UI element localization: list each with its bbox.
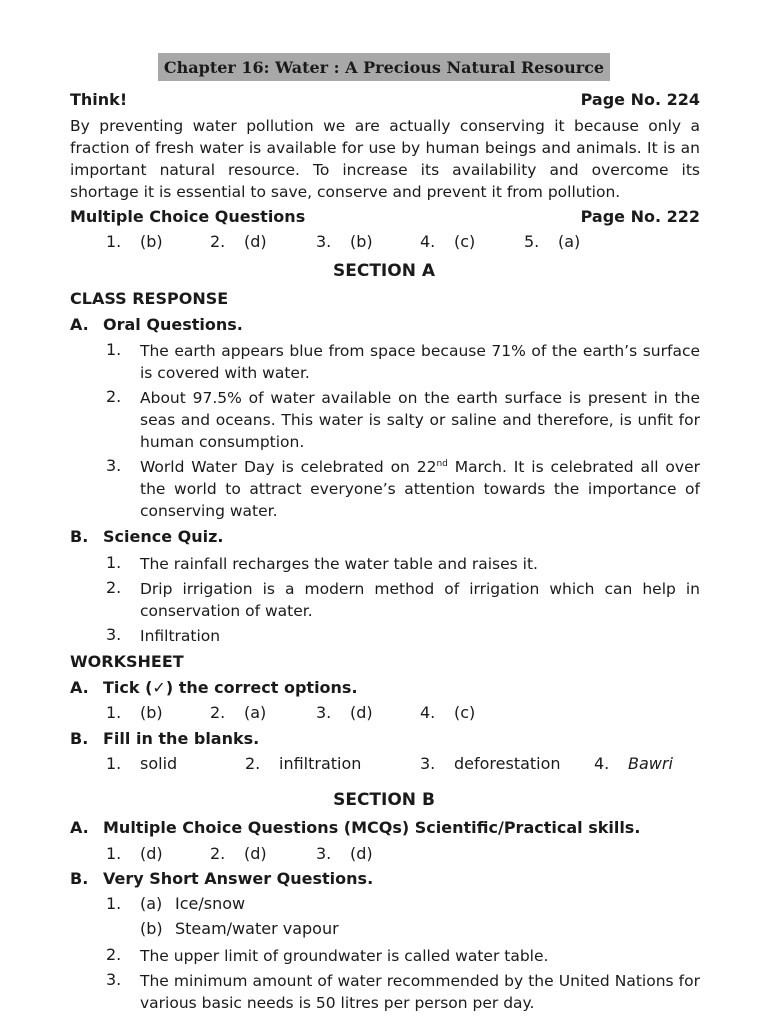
oral-answer: The earth appears blue from space because 71% of the earth’s surface is covered with water. [140,342,700,382]
answer-number: 4. [420,703,436,722]
tick-letter: A. [70,678,89,697]
answer-value: (d) [244,232,267,251]
answer-number: 2. [210,703,226,722]
worksheet-heading: WORKSHEET [70,652,184,671]
sub-label: (b) [140,919,163,938]
answer-number: 1. [106,754,122,773]
item-number: 1. [106,340,122,359]
oral-answer-end: March. It is celebrated all over the world to attract everyone’s attention towards the importance of conserving water. [140,458,700,520]
answer-number: 3. [420,754,436,773]
item-number: 3. [106,456,122,475]
answer-value: (a) [558,232,581,251]
answer-number: 4. [420,232,436,251]
mcq-label: Multiple Choice Questions [70,207,306,226]
answer-number: 3. [316,703,332,722]
quiz-title: Science Quiz. [103,527,224,546]
vsa-title: Very Short Answer Questions. [103,869,374,888]
item-number: 3. [106,970,122,989]
answer-value: (d) [140,844,163,863]
vsa-answer: The minimum amount of water recommended by the United Nations for various basic needs is 50 litres per person per day. [140,972,700,1012]
quiz-letter: B. [70,527,89,546]
answer-value: (c) [454,703,476,722]
answer-number: 5. [524,232,540,251]
think-label: Think! [70,90,128,109]
vsa-answer: The upper limit of groundwater is called water table. [140,947,549,965]
answer-number: 2. [210,232,226,251]
quiz-answer: The rainfall recharges the water table and raises it. [140,555,538,573]
sb-mcq-title: Multiple Choice Questions (MCQs) Scientific/Practical skills. [103,818,641,837]
ordinal-suffix: nd [436,458,448,469]
item-number: 3. [106,625,122,644]
vsa-letter: B. [70,869,89,888]
item-number: 2. [106,387,122,406]
answer-value: infiltration [279,754,362,773]
answer-value: (d) [350,703,373,722]
answer-value: deforestation [454,754,561,773]
sub-answer: Steam/water vapour [175,919,339,938]
answer-value: (b) [350,232,373,251]
quiz-answer: Infiltration [140,627,221,645]
item-number: 1. [106,553,122,572]
answer-number: 3. [316,232,332,251]
tick-title: Tick (✓) the correct options. [103,678,358,697]
fill-letter: B. [70,729,89,748]
item-number: 1. [106,894,122,913]
answer-number: 1. [106,844,122,863]
answer-number: 2. [245,754,261,773]
answer-number: 2. [210,844,226,863]
sub-label: (a) [140,894,163,913]
item-number: 2. [106,945,122,964]
answer-value: (a) [244,703,267,722]
answer-value: (b) [140,703,163,722]
quiz-answer: Drip irrigation is a modern method of irrigation which can help in conservation of water. [140,580,700,620]
answer-value: Bawri [628,754,673,773]
section-a-heading: SECTION A [332,261,435,281]
answer-value: solid [140,754,178,773]
oral-answer: About 97.5% of water available on the earth surface is present in the seas and oceans. This water is salty or saline and therefore, is unfit for human consumption. [140,389,700,451]
answer-number: 1. [106,232,122,251]
think-page-number: Page No. 224 [580,90,700,109]
oral-title: Oral Questions. [103,315,243,334]
oral-answer [140,456,700,522]
chapter-title: Chapter 16: Water : A Precious Natural Resource [158,53,610,81]
answer-value: (d) [244,844,267,863]
answer-number: 1. [106,703,122,722]
think-paragraph: By preventing water pollution we are actually conserving it because only a fraction of fresh water is available for use by human beings and animals. It is an important natural resource. To increase its availability and overcome its shortage it is essential to save, conserve and prevent it from pollution. [70,117,700,201]
item-number: 2. [106,578,122,597]
mcq-page-number: Page No. 222 [580,207,700,226]
section-b-heading: SECTION B [333,790,435,810]
class-response-heading: CLASS RESPONSE [70,289,229,308]
sub-answer: Ice/snow [175,894,246,913]
oral-answer-start: World Water Day is celebrated on 22 [140,458,437,476]
answer-number: 3. [316,844,332,863]
answer-number: 4. [594,754,610,773]
fill-title: Fill in the blanks. [103,729,260,748]
sb-mcq-letter: A. [70,818,89,837]
oral-letter: A. [70,315,89,334]
answer-value: (b) [140,232,163,251]
answer-value: (d) [350,844,373,863]
answer-value: (c) [454,232,476,251]
